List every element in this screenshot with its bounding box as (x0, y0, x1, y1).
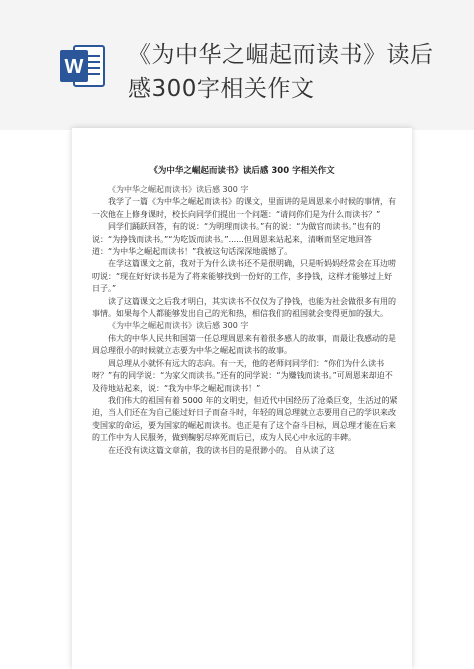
section-subtitle: 《为中华之崛起而读书》读后感 300 字 (108, 321, 249, 331)
paragraph: 在还没有读这篇文章前，我的读书目的是很渺小的。 自从读了这 (108, 445, 335, 455)
page-headline (128, 38, 458, 106)
paragraph: 在学这篇课文之前，我对于为什么读书还不是很明确，只是听妈妈经常会在耳边唠叨说：“现在好好读书是为了将来能够找到一份好的工作，多挣钱，这样才能够过上好日子。” (92, 259, 396, 294)
paragraph: 伟大的中华人民共和国第一任总理周恩来有着很多感人的故事，而最让我感动的是周总理很小的时候就立志要为中华之崛起而读书的故事。 (92, 333, 396, 356)
document-page (72, 128, 412, 669)
paragraph: 同学们踊跃回答，有的说：“为明理而读书。”有的说：“为做官而读书。”也有的说：“为挣钱而读书。”“为吃饭而读书。”......但周恩来站起来，清晰而坚定地回答道：“为中华之崛起而读书！”我被这句话深深地震憾了。 (92, 222, 381, 257)
paragraph: 我学了一篇《为中华之崛起而读书》的课文，里面讲的是周恩来小时候的事情，有一次他在上修身课时，校长向同学们提出一个问题：“请问你们是为什么而读书？” (92, 197, 396, 219)
svg-text:W: W (64, 56, 84, 78)
document-body (92, 184, 398, 457)
paragraph: 周总理从小就怀有远大的志向。有一天，他的老师问同学们：“你们为什么读书呀？”有的同学说：“为家父而读书。”还有的同学说：“为赚钱而读书。”可周恩来却迫不及待地站起来，说：“我为中华之崛起而读书！” (92, 358, 393, 393)
paragraph: 读了这篇课文之后我才明白，其实读书不仅仅为了挣钱，也能为社会做很多有用的事情。如果每个人都能够发出自己的光和热，相信我们的祖国就会变得更加的强大。 (92, 296, 396, 319)
paragraph: 我们伟大的祖国有着 5000 年的文明史，但近代中国经历了沧桑巨变，生活过的紧迫，当人们还在为自己能过好日子而奋斗时，年轻的周总理就立志要用自己的学识来改变国家的命运，要为国家的崛起而读书。也正是有了这个奋斗目标，周总理才能在后来的工作中为人民服务，做到鞠躬尽瘁死而后已，成为人民心中永远的丰碑。 (92, 395, 398, 443)
headline-line-1: 《为中华之崛起而读书》读后 (128, 42, 434, 68)
document-title: 《为中华之崛起而读书》读后感 300 字相关作文 (149, 166, 335, 176)
section-subtitle: 《为中华之崛起而读书》读后感 300 字 (108, 185, 249, 194)
header-banner (0, 0, 474, 130)
headline-line-2: 感300字相关作文 (128, 76, 315, 102)
word-document-icon (60, 42, 106, 90)
